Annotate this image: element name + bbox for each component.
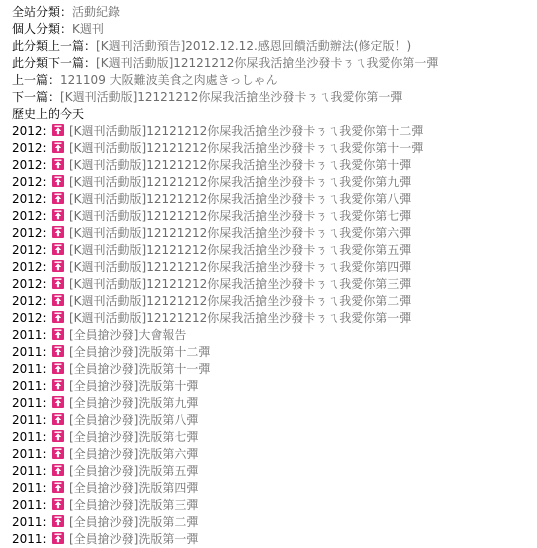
history-year: 2011: (12, 481, 47, 495)
history-year: 2011: (12, 362, 47, 376)
history-link[interactable]: [K週刊活動版]12121212你屎我活搶坐沙發卡ㄋㄟ我愛你第八彈 (69, 192, 412, 206)
history-heading: 歷史上的今天 (12, 107, 85, 121)
arrow-up-icon (52, 158, 64, 170)
arrow-up-icon (52, 141, 64, 153)
history-link[interactable]: [全員搶沙發]洗版第一彈 (69, 532, 199, 546)
history-year: 2011: (12, 447, 47, 461)
history-link[interactable]: [K週刊活動版]12121212你屎我活搶坐沙發卡ㄋㄟ我愛你第六彈 (69, 226, 412, 240)
site-category-row (12, 4, 537, 21)
arrow-up-icon (52, 345, 64, 357)
history-year: 2012: (12, 226, 47, 240)
list-item (12, 208, 537, 225)
history-year: 2011: (12, 498, 47, 512)
history-link[interactable]: [K週刊活動版]12121212你屎我活搶坐沙發卡ㄋㄟ我愛你第四彈 (69, 260, 412, 274)
site-category-label: 全站分類： (12, 5, 73, 19)
history-year: 2011: (12, 396, 47, 410)
arrow-up-icon (52, 362, 64, 374)
next-in-category-label: 此分類下一篇： (12, 56, 97, 70)
arrow-up-icon (52, 226, 64, 238)
arrow-up-icon (52, 481, 64, 493)
list-item (12, 157, 537, 174)
list-item (12, 412, 537, 429)
arrow-up-icon (52, 396, 64, 408)
history-year: 2012: (12, 277, 47, 291)
history-year: 2012: (12, 124, 47, 138)
history-year: 2012: (12, 294, 47, 308)
history-year: 2012: (12, 192, 47, 206)
arrow-up-icon (52, 413, 64, 425)
personal-category-link[interactable]: K週刊 (72, 22, 104, 36)
personal-category-label: 個人分類： (12, 22, 73, 36)
list-item (12, 327, 537, 344)
history-list (12, 123, 537, 548)
arrow-up-icon (52, 277, 64, 289)
prev-in-category-label: 此分類上一篇： (12, 39, 97, 53)
history-year: 2011: (12, 532, 47, 546)
personal-category-row (12, 21, 537, 38)
arrow-up-icon (52, 515, 64, 527)
history-link[interactable]: [全員搶沙發]洗版第八彈 (69, 413, 199, 427)
history-link[interactable]: [全員搶沙發]大會報告 (69, 328, 187, 342)
history-year: 2012: (12, 260, 47, 274)
list-item (12, 514, 537, 531)
list-item (12, 310, 537, 327)
history-year: 2012: (12, 158, 47, 172)
arrow-up-icon (52, 175, 64, 187)
list-item (12, 225, 537, 242)
list-item (12, 174, 537, 191)
list-item (12, 378, 537, 395)
list-item (12, 429, 537, 446)
history-link[interactable]: [K週刊活動版]12121212你屎我活搶坐沙發卡ㄋㄟ我愛你第七彈 (69, 209, 412, 223)
history-link[interactable]: [K週刊活動版]12121212你屎我活搶坐沙發卡ㄋㄟ我愛你第九彈 (69, 175, 412, 189)
next-in-category-row (12, 55, 537, 72)
list-item (12, 480, 537, 497)
prev-post-row (12, 72, 537, 89)
history-link[interactable]: [全員搶沙發]洗版第五彈 (69, 464, 199, 478)
history-year: 2012: (12, 243, 47, 257)
history-link[interactable]: [全員搶沙發]洗版第三彈 (69, 498, 199, 512)
next-post-link[interactable]: [K週刊活動版]12121212你屎我活搶坐沙發卡ㄋㄟ我愛你第一彈 (60, 90, 403, 104)
history-link[interactable]: [K週刊活動版]12121212你屎我活搶坐沙發卡ㄋㄟ我愛你第五彈 (69, 243, 412, 257)
history-year: 2012: (12, 175, 47, 189)
next-post-label: 下一篇： (12, 90, 61, 104)
list-item (12, 140, 537, 157)
arrow-up-icon (52, 464, 64, 476)
site-category-link[interactable]: 活動紀錄 (72, 5, 121, 19)
list-item (12, 259, 537, 276)
list-item (12, 446, 537, 463)
history-year: 2012: (12, 311, 47, 325)
arrow-up-icon (52, 328, 64, 340)
arrow-up-icon (52, 311, 64, 323)
arrow-up-icon (52, 124, 64, 136)
prev-post-link[interactable]: 121109 大阪難波美食之肉處きっしゃん (60, 73, 278, 87)
history-year: 2011: (12, 430, 47, 444)
history-link[interactable]: [全員搶沙發]洗版第七彈 (69, 430, 199, 444)
arrow-up-icon (52, 192, 64, 204)
history-link[interactable]: [K週刊活動版]12121212你屎我活搶坐沙發卡ㄋㄟ我愛你第十彈 (69, 158, 412, 172)
history-year: 2011: (12, 345, 47, 359)
history-link[interactable]: [全員搶沙發]洗版第十彈 (69, 379, 199, 393)
list-item (12, 497, 537, 514)
arrow-up-icon (52, 430, 64, 442)
list-item (12, 242, 537, 259)
list-item (12, 395, 537, 412)
history-link[interactable]: [全員搶沙發]洗版第六彈 (69, 447, 199, 461)
arrow-up-icon (52, 447, 64, 459)
list-item (12, 276, 537, 293)
list-item (12, 344, 537, 361)
arrow-up-icon (52, 243, 64, 255)
history-year: 2011: (12, 464, 47, 478)
arrow-up-icon (52, 379, 64, 391)
history-link[interactable]: [全員搶沙發]洗版第十一彈 (69, 362, 211, 376)
prev-in-category-row (12, 38, 537, 55)
prev-post-label: 上一篇： (12, 73, 61, 87)
arrow-up-icon (52, 260, 64, 272)
arrow-up-icon (52, 294, 64, 306)
history-link[interactable]: [全員搶沙發]洗版第二彈 (69, 515, 199, 529)
history-link[interactable]: [K週刊活動版]12121212你屎我活搶坐沙發卡ㄋㄟ我愛你第二彈 (69, 294, 412, 308)
history-year: 2011: (12, 379, 47, 393)
list-item (12, 361, 537, 378)
list-item (12, 123, 537, 140)
arrow-up-icon (52, 209, 64, 221)
list-item (12, 293, 537, 310)
list-item (12, 463, 537, 480)
history-year: 2012: (12, 141, 47, 155)
history-link[interactable]: [全員搶沙發]洗版第十二彈 (69, 345, 211, 359)
history-year: 2011: (12, 413, 47, 427)
history-link[interactable]: [K週刊活動版]12121212你屎我活搶坐沙發卡ㄋㄟ我愛你第十二彈 (69, 124, 424, 138)
history-link[interactable]: [全員搶沙發]洗版第九彈 (69, 396, 199, 410)
next-post-row (12, 89, 537, 106)
arrow-up-icon (52, 498, 64, 510)
history-link[interactable]: [全員搶沙發]洗版第四彈 (69, 481, 199, 495)
history-year: 2011: (12, 328, 47, 342)
history-link[interactable]: [K週刊活動版]12121212你屎我活搶坐沙發卡ㄋㄟ我愛你第十一彈 (69, 141, 424, 155)
prev-in-category-link[interactable]: [K週刊活動預告]2012.12.12.感恩回饋活動辦法(修定版！) (96, 39, 412, 53)
next-in-category-link[interactable]: [K週刊活動版]12121212你屎我活搶坐沙發卡ㄋㄟ我愛你第一彈 (96, 56, 439, 70)
history-year: 2012: (12, 209, 47, 223)
list-item (12, 191, 537, 208)
history-year: 2011: (12, 515, 47, 529)
history-link[interactable]: [K週刊活動版]12121212你屎我活搶坐沙發卡ㄋㄟ我愛你第三彈 (69, 277, 412, 291)
history-link[interactable]: [K週刊活動版]12121212你屎我活搶坐沙發卡ㄋㄟ我愛你第一彈 (69, 311, 412, 325)
